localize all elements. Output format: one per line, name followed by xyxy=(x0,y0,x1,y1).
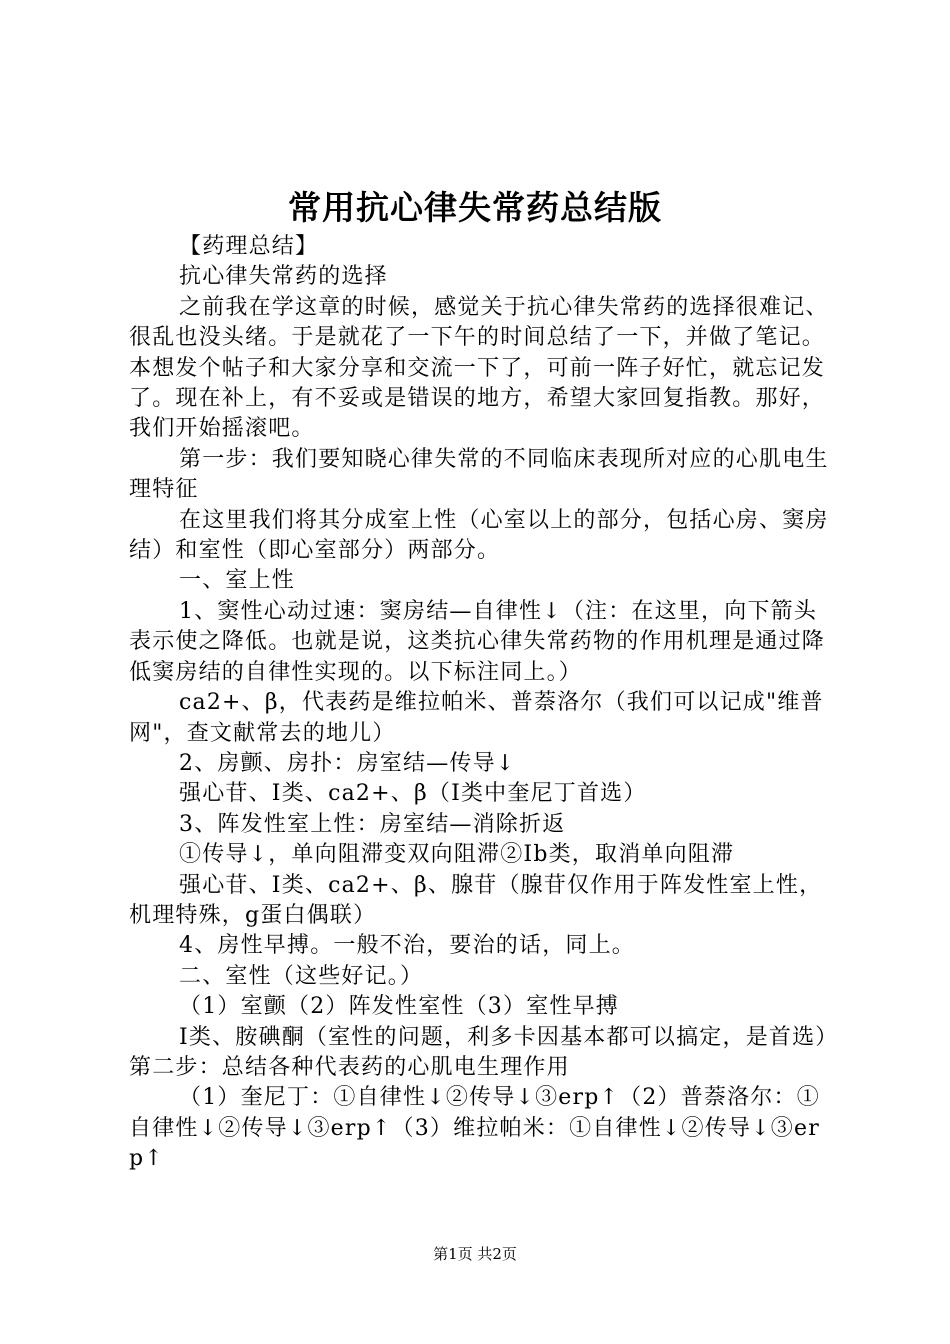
paragraph: 强心苷、Ⅰ类、ca2+、β、腺苷（腺苷仅作用于阵发性室上性，机理特殊，g蛋白偶联） xyxy=(129,872,823,928)
paragraph: ca2+、β，代表药是维拉帕米、普萘洛尔（我们可以记成"维普网"，查文献常去的地儿） xyxy=(129,690,824,746)
paragraph: 【药理总结】 xyxy=(179,234,319,259)
paragraph: 二、室性（这些好记。） xyxy=(179,963,424,989)
paragraph: （1）奎尼丁：①自律性↓②传导↓③erp↑（2）普萘洛尔：①自律性↓②传导↓③erp↑（3）维拉帕米：①自律性↓②传导↓③erp↑ xyxy=(129,1085,820,1172)
paragraph: 2、房颤、房扑：房室结—传导↓ xyxy=(179,750,516,776)
document-body xyxy=(129,232,834,1175)
paragraph: 强心苷、Ⅰ类、ca2+、β（Ⅰ类中奎尼丁首选） xyxy=(179,781,647,807)
paragraph: Ⅰ类、胺碘酮（室性的问题，利多卡因基本都可以搞定，是首选）第二步：总结各种代表药的心肌电生理作用 xyxy=(129,1024,828,1080)
document-title: 常用抗心律失常药总结版 xyxy=(288,188,662,227)
paragraph: 抗心律失常药的选择 xyxy=(179,264,388,290)
paragraph: 一、室上性 xyxy=(179,568,296,594)
paragraph: ①传导↓，单向阻滞变双向阻滞②Ⅰb类，取消单向阻滞 xyxy=(179,842,735,868)
paragraph: 第一步：我们要知晓心律失常的不同临床表现所对应的心肌电生理特征 xyxy=(129,446,829,503)
paragraph: （1）室颤（2）阵发性室性（3）室性早搏 xyxy=(179,994,619,1020)
paragraph: 3、阵发性室上性：房室结—消除折返 xyxy=(179,811,566,837)
paragraph: 之前我在学这章的时候，感觉关于抗心律失常药的选择很难记、很乱也没头绪。于是就花了一下午的时间总结了一下，并做了笔记。本想发个帖子和大家分享和交流一下了，可前一阵子好忙，就忘记发了。现在补上，有不妥或是错误的地方，希望大家回复指教。那好，我们开始摇滚吧。 xyxy=(129,294,829,442)
paragraph: 4、房性早搏。一般不治，要治的话，同上。 xyxy=(179,933,635,959)
paragraph: 1、窦性心动过速：窦房结—自律性↓（注：在这里，向下箭头表示使之降低。也就是说，这类抗心律失常药物的作用机理是通过降低窦房结的自律性实现的。以下标注同上。） xyxy=(129,598,826,685)
page-footer: 第1页 共2页 xyxy=(433,1245,517,1263)
paragraph: 在这里我们将其分成室上性（心室以上的部分，包括心房、窦房结）和室性（即心室部分）两部分。 xyxy=(129,507,829,564)
